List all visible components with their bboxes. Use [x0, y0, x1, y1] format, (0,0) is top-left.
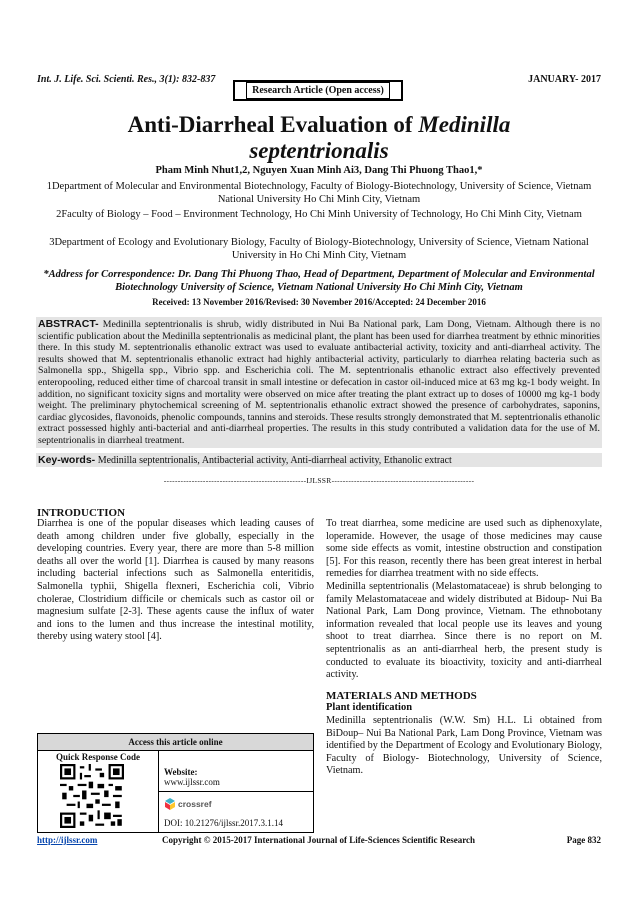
keywords-block	[36, 453, 602, 467]
title-main: Anti-Diarrheal Evaluation of	[127, 112, 419, 137]
received-dates: Received: 13 November 2016/Revised: 30 November 2016/Accepted: 24 December 2016	[152, 297, 486, 307]
abstract-block	[36, 317, 602, 448]
article-type-badge	[233, 80, 403, 101]
intro-paragraph-1: Diarrhea is one of the popular diseases which leading causes of death among children under five globally, especially in the developing countries. Every year, there are more than 5-8 million deaths all over the world [1]. Diarrhea is caused by many reasons including bacterial infections such as Salmonella enteritidis, Salmonella typhii, Shigella flexneri, Escherichia coli, Vibrio cholerae, Clostridium difficile or chemicals such as castor oil or magnesium sulfate [2-3]. These agents cause the influx of water and ions to the lumen and thus increase the intestinal motility, thereby using watery stool [4].	[37, 518, 314, 643]
website-block	[164, 767, 220, 787]
affiliation-2: 2Faculty of Biology – Food – Environment Technology, Ho Chi Minh University of Technology, Ho Chi Minh City, Vietnam	[56, 209, 582, 220]
keywords-label: Key-words-	[38, 454, 96, 466]
page-footer	[37, 835, 601, 847]
introduction-heading: INTRODUCTION	[37, 507, 126, 519]
intro-paragraph-3: Medinilla septentrionalis (Melastomataceae) is shrub belonging to family Melastomataceae and widely distributed at Bidoup- Nui Ba National Park, Lam Dong province, Vietnam. The ethnobotany information revealed that local people use its leaves and young shoot to treat diarrhea. Since there is no report on M. septentrionalis as an anti-diarrheal herb, the present study is conducted to evaluate its bioactivity, toxicity and anti-diarrheal activity.	[326, 580, 602, 681]
affiliation-1: 1Department of Molecular and Environmental Biotechnology, Faculty of Biology-Biotechnology, University of Science, Vietnam National University Ho Chi Minh City, Vietnam	[46, 181, 592, 205]
keywords-text: Medinilla septentrionalis, Antibacterial activity, Anti-diarrheal activity, Ethanolic extract	[95, 455, 452, 466]
access-box-title: Access this article online	[38, 734, 313, 751]
link-cell	[158, 750, 313, 832]
issue-date: JANUARY- 2017	[528, 74, 601, 85]
crossref-logo-icon	[164, 797, 212, 815]
left-column	[37, 518, 314, 644]
website-label: Website:	[164, 767, 198, 777]
qr-cell	[38, 750, 159, 832]
journal-citation: Int. J. Life. Sci. Scienti. Res., 3(1): 832-837	[37, 74, 216, 85]
qr-code-icon[interactable]	[60, 764, 124, 828]
plant-identification-heading: Plant identification	[326, 702, 413, 714]
page-number: Page 832	[566, 835, 601, 845]
journal-link[interactable]: http://ijlssr.com	[37, 835, 98, 845]
paper-title	[40, 112, 598, 164]
title-genus: Medinilla	[418, 112, 511, 137]
journal-separator: ---------------------------------------------------IJLSSR---------------------------------------------------	[163, 476, 475, 485]
methods-paragraph-1: Medinilla septentrionalis (W.W. Sm) H.L. Li obtained from BiDoup– Nui Ba National Park, Lam Dong Province, Vietnam was identified by the Department of Ecology and Evolutionary Biology, Faculty of Biology- Biotechnology, University of Science, Vietnam.	[326, 714, 602, 777]
cell-divider	[158, 791, 313, 792]
affiliation-3: 3Department of Ecology and Evolutionary Biology, Faculty of Biology-Biotechnology, University of Science, Vietnam National University in Ho Chi Minh City, Vietnam	[49, 237, 589, 261]
doi-text[interactable]: DOI: 10.21276/ijlssr.2017.3.1.14	[164, 818, 284, 828]
article-type-label: Research Article (Open access)	[246, 82, 390, 99]
copyright-text: Copyright © 2015-2017 International Journal of Life-Sciences Scientific Research	[162, 835, 476, 845]
qr-label: Quick Response Code	[55, 752, 140, 762]
correspondence-address: *Address for Correspondence: Dr. Dang Thi Phuong Thao, Head of Department, Department of Molecular and Environmental Biotechnology University of Science, Vietnam National University Ho Chi Minh City, Vietnam	[43, 269, 595, 293]
title-species: septentrionalis	[249, 138, 389, 163]
intro-paragraph-2: To treat diarrhea, some medicine are used such as diphenoxylate, loperamide. However, the usage of those medicines may cause some side effects as vomit, intestine obstruction and constipation [5]. For this reason, recently there has been great interest in herbal remedies for diarrhea treatment with no side effects.	[326, 518, 602, 580]
access-online-box	[37, 733, 314, 833]
crossref-label: crossref	[178, 799, 212, 809]
abstract-label: ABSTRACT-	[38, 318, 99, 330]
website-link[interactable]: www.ijlssr.com	[164, 777, 220, 787]
author-list: Pham Minh Nhut1,2, Nguyen Xuan Minh Ai3, Dang Thi Phuong Thao1,*	[155, 165, 483, 176]
abstract-text: Medinilla septentrionalis is shrub, widly distributed in Nui Ba National park, Lam Dong, Vietnam. Although there is no scientific publication about the Medinilla septentrionalis as medicinal plant, the plant has been used for diarrhea treatment by ethnic minorities there. In this study M. septentrionalis ethanolic extract was used to evaluate antibacterial activity, toxicity and anti-diarrheal activity. The results showed that M. septentrionalis ethanolic extract had highly antibacterial activity, particularly to diarrhea relating bacteria such as Salmonella spp., Shigella spp., Vibrio spp. and Escherichia coli. The M. septentrionalis ethanolic extract also effectively prevented enteropooling, reduced either time of charcoal transit in small intestine or defecation in castor oil-induced mice at 63 mg kg-1 body weight. In addition, no significant toxicity signs and mortality were observed on mice after treating the plant extract up to doses of 10000 mg kg-1 body weight. The preliminary phytochemical screening of M. septentrionalis ethanolic extract showed the presence of carbohydrates, saponins, cardiac glycosides, flavonoids, phenolic compounds, tannins and steroids. These results strongly demonstrated that M. septentrionalis ethanolic extract possessed highly anti-bacterial and anti-diarrheal properties. The results in this study contributed a validation data for the use of M. septentrionalis in diarrheal treatment.	[38, 319, 600, 446]
methods-heading: MATERIALS AND METHODS	[326, 689, 477, 702]
right-column	[326, 518, 602, 778]
